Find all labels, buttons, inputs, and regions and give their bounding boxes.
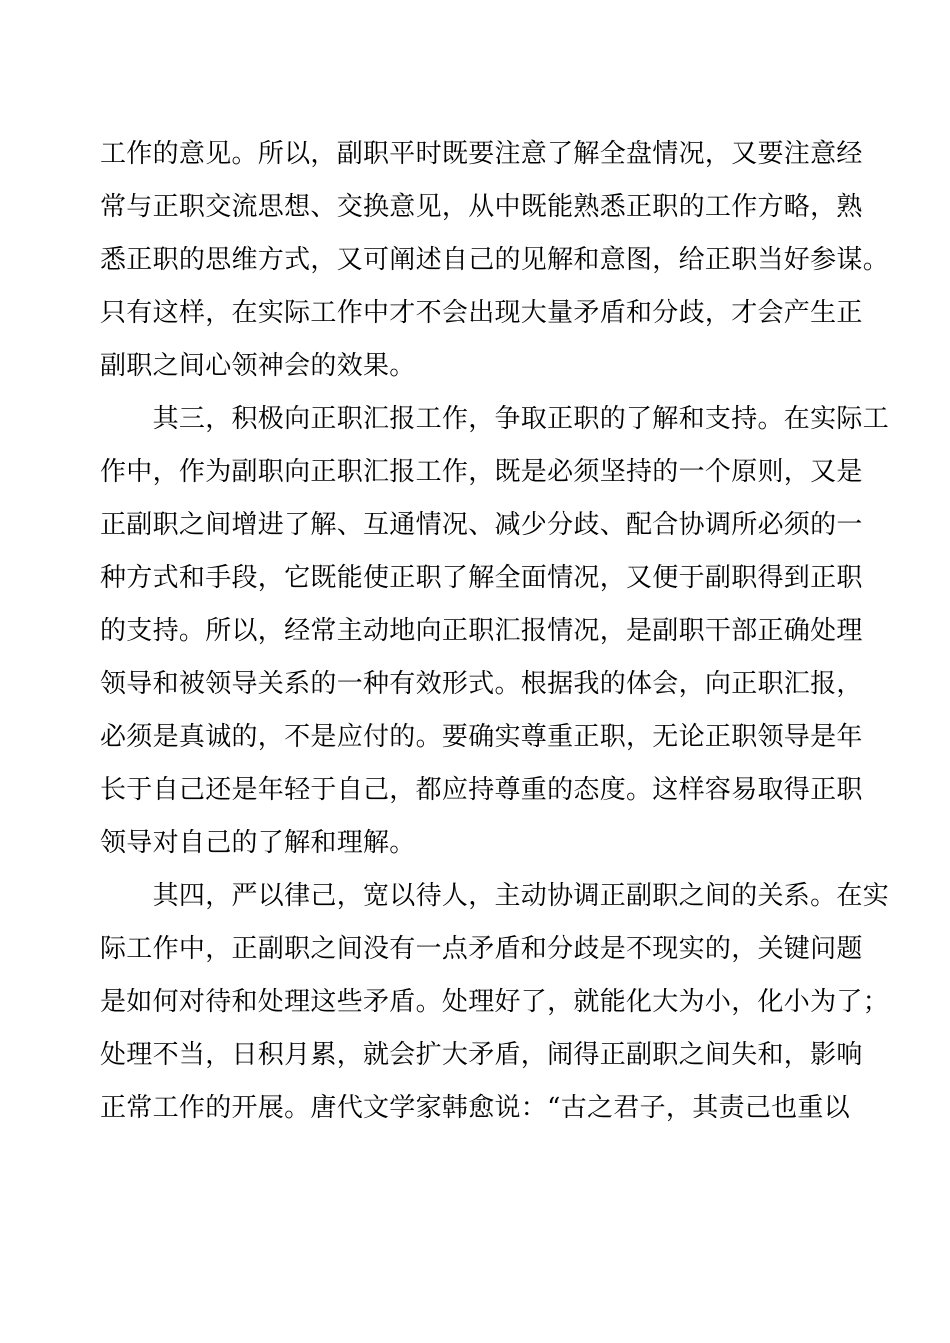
text-line: 常与正职交流思想、交换意见，从中既能熟悉正职的工作方略，熟: [100, 192, 863, 222]
text-line: 只有这样，在实际工作中才不会出现大量矛盾和分歧，才会产生正: [100, 298, 863, 328]
text-line: 工作的意见。所以，副职平时既要注意了解全盘情况，又要注意经: [100, 139, 863, 169]
text-line: 正常工作的开展。唐代文学家韩愈说：“古之君子，其责己也重以: [100, 1093, 850, 1123]
text-line: 必须是真诚的，不是应付的。要确实尊重正职，无论正职领导是年: [100, 722, 863, 752]
body-text: [100, 128, 890, 1135]
text-line: 长于自己还是年轻于自己，都应持尊重的态度。这样容易取得正职: [100, 775, 863, 805]
text-line: 是如何对待和处理这些矛盾。处理好了，就能化大为小，化小为了；: [100, 987, 890, 1017]
text-line: 的支持。所以，经常主动地向正职汇报情况，是副职干部正确处理: [100, 616, 863, 646]
text-line: 正副职之间增进了解、互通情况、减少分歧、配合协调所必须的一: [100, 510, 863, 540]
text-line: 作中，作为副职向正职汇报工作，既是必须坚持的一个原则，又是: [100, 457, 863, 487]
text-line: 副职之间心领神会的效果。: [100, 351, 416, 381]
text-line: 际工作中，正副职之间没有一点矛盾和分歧是不现实的，关键问题: [100, 934, 863, 964]
text-line: 悉正职的思维方式，又可阐述自己的见解和意图，给正职当好参谋。: [100, 245, 890, 275]
text-line: 种方式和手段，它既能使正职了解全面情况，又便于副职得到正职: [100, 563, 863, 593]
text-line: 领导对自己的了解和理解。: [100, 828, 416, 858]
text-line: 其三，积极向正职汇报工作，争取正职的了解和支持。在实际工: [100, 404, 890, 434]
text-line: 领导和被领导关系的一种有效形式。根据我的体会，向正职汇报，: [100, 669, 863, 699]
text-line: 处理不当，日积月累，就会扩大矛盾，闹得正副职之间失和，影响: [100, 1040, 863, 1070]
text-line: 其四，严以律己，宽以待人，主动协调正副职之间的关系。在实: [100, 881, 890, 911]
